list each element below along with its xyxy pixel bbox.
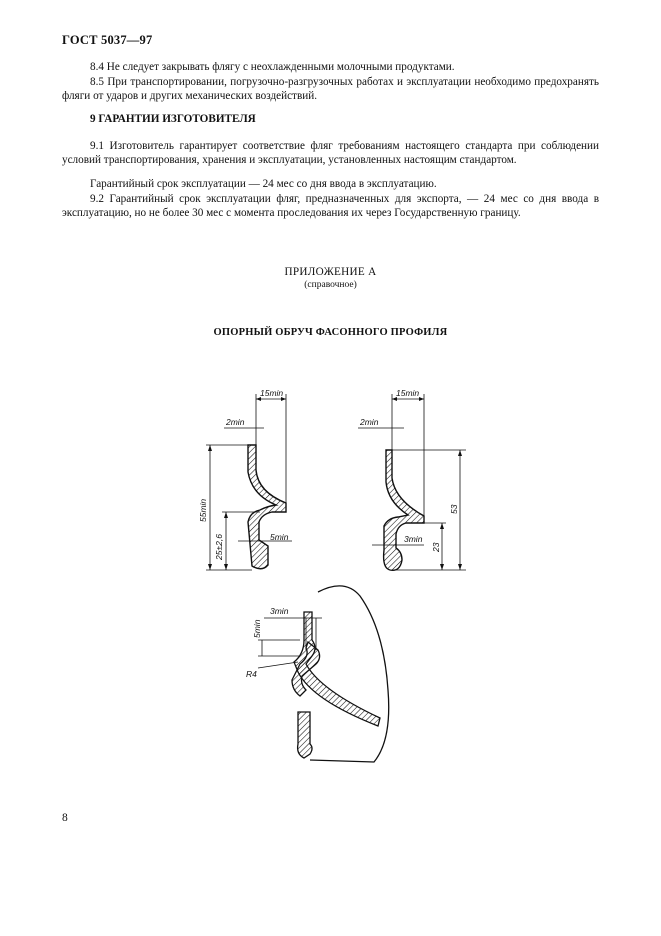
appendix-title: ПРИЛОЖЕНИЕ А <box>284 266 377 278</box>
right-dim-3min: 3min <box>404 534 423 544</box>
right-profile-view <box>358 388 466 570</box>
page-number: 8 <box>62 812 68 824</box>
right-dim-2min: 2min <box>360 417 379 427</box>
bottom-dim-r4: R4 <box>246 669 257 679</box>
clause-9-2: 9.2 Гарантийный срок эксплуатации фляг, предназначенных для экспорта, — 24 мес со дня ввода в эксплуатацию, но не более 30 мес с момента проследования их через Государственную границу. <box>62 193 599 220</box>
bottom-dim-5min: 5min <box>252 619 262 638</box>
right-dim-53: 53 <box>449 504 459 514</box>
right-hoop-section <box>384 450 424 570</box>
right-dim-15min: 15min <box>396 388 420 398</box>
bottom-assembly-view <box>246 586 389 762</box>
left-dim-55min: 55min <box>198 498 208 522</box>
section-9-title: 9 ГАРАНТИИ ИЗГОТОВИТЕЛЯ <box>90 113 256 125</box>
bottom-dim-3min: 3min <box>270 606 289 616</box>
left-dim-25: 25±2,6 <box>214 534 224 560</box>
left-hoop-section <box>248 445 286 569</box>
clause-9-1-warranty: Гарантийный срок эксплуатации — 24 мес со дня ввода в эксплуатацию. <box>90 178 437 190</box>
appendix-subtitle: (справочное) <box>304 280 357 290</box>
left-dim-2min: 2min <box>226 417 245 427</box>
clause-8-5: 8.5 При транспортировании, погрузочно-разгрузочных работах и эксплуатации необходимо предохранять фляги от ударов и других механических воздействий. <box>62 76 599 103</box>
document-code: ГОСТ 5037—97 <box>62 33 153 47</box>
figure-title: ОПОРНЫЙ ОБРУЧ ФАСОННОГО ПРОФИЛЯ <box>213 327 448 338</box>
clause-8-4: 8.4 Не следует закрывать флягу с неохлажденными молочными продуктами. <box>90 61 455 73</box>
clause-9-1: 9.1 Изготовитель гарантирует соответствие фляг требованиям настоящего стандарта при соблюдении условий транспортирования, хранения и эксплуатации, установленных настоящим стандартом. <box>62 140 599 167</box>
right-dim-23: 23 <box>431 542 441 552</box>
left-profile-view <box>198 388 292 570</box>
left-dim-5min: 5min <box>270 532 289 542</box>
bottom-foot-section <box>298 712 312 758</box>
left-dim-15min: 15min <box>260 388 284 398</box>
flask-body-outline <box>310 586 389 762</box>
